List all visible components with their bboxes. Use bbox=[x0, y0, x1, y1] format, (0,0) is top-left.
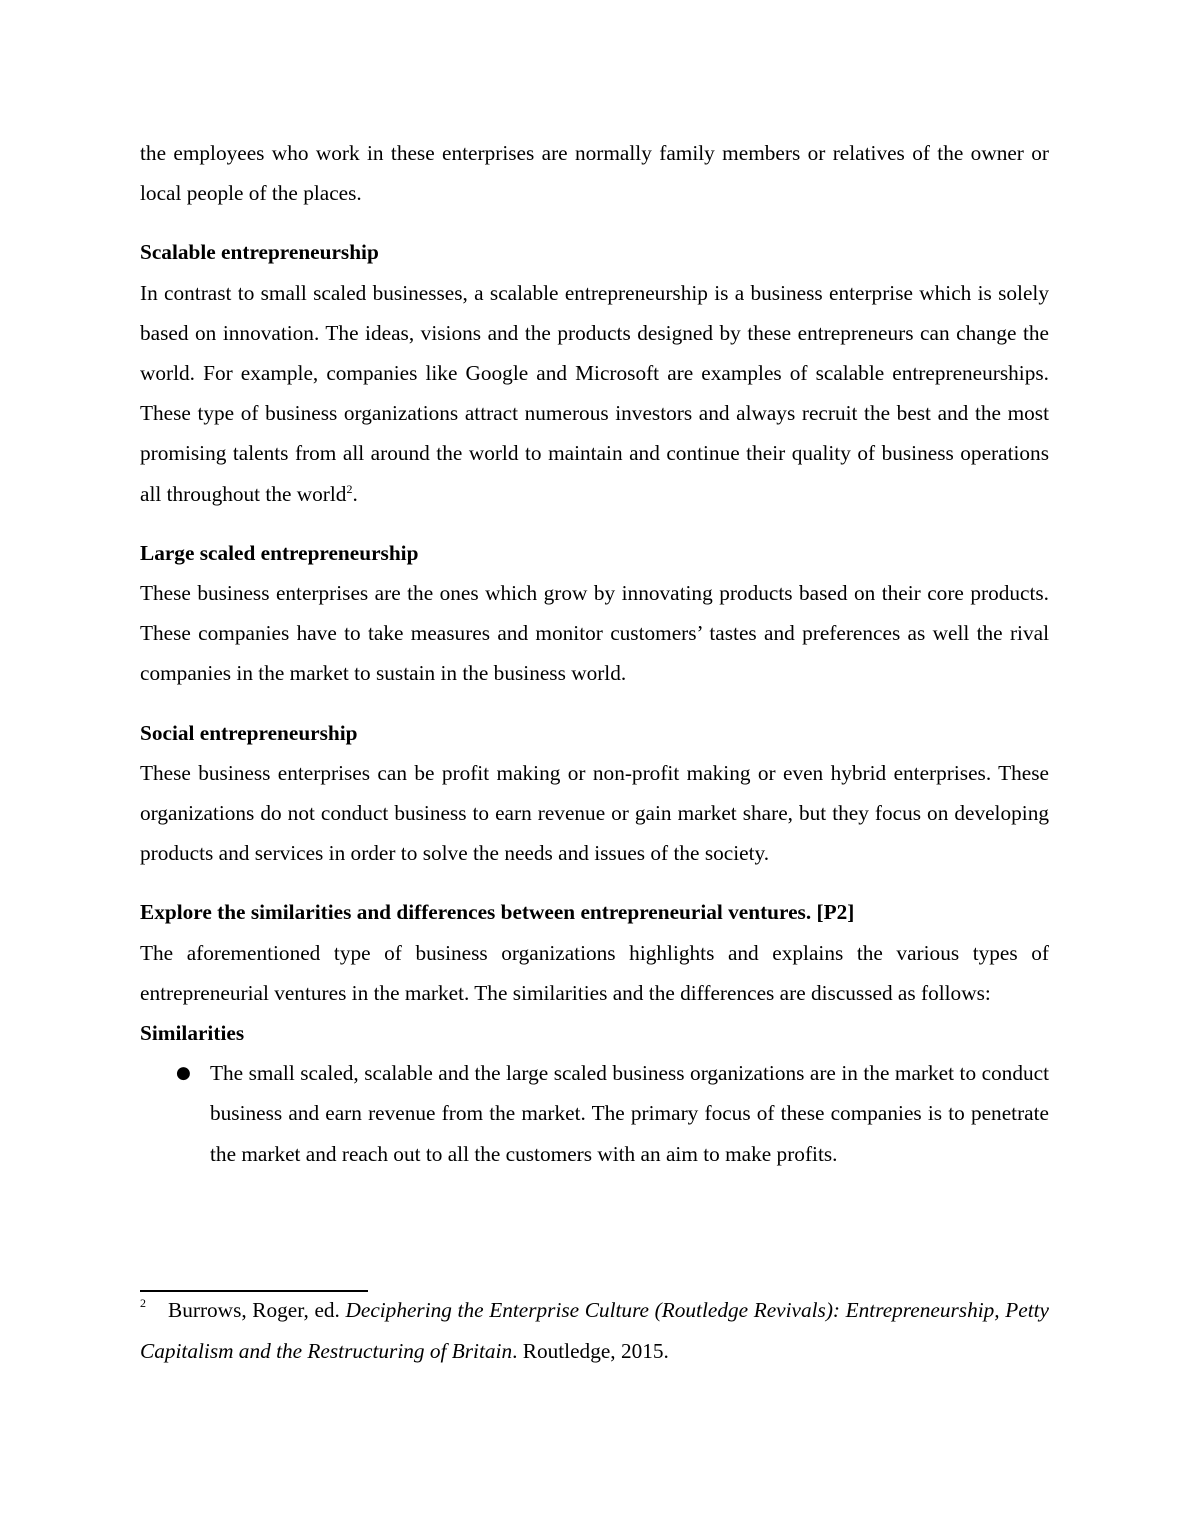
social-heading: Social entrepreneurship bbox=[140, 720, 358, 745]
large-scaled-paragraph: These business enterprises are the ones which grow by innovating products based on their core products. These companies have to take measures and monitor customers’ tastes and preferences as well the rival companies in the market to sustain in the business world. bbox=[140, 581, 1049, 686]
scalable-body-end: . bbox=[352, 481, 358, 506]
document-page bbox=[140, 133, 1049, 1174]
explore-heading: Explore the similarities and differences between entrepreneurial ventures. [P2] bbox=[140, 900, 855, 925]
bullet-icon: ● bbox=[176, 1063, 191, 1084]
scalable-body-text: In contrast to small scaled businesses, a scalable entrepreneurship is a business enterprise which is solely based on innovation. The ideas, visions and the products designed by these entrepreneurs can change the world. For example, companies like Google and Microsoft are examples of scalable entrepreneurships. These type of business organizations attract numerous investors and always recruit the best and the most promising talents from all around the world to maintain and continue their quality of business operations all throughout the world bbox=[140, 280, 1049, 506]
list-item bbox=[140, 1053, 1049, 1174]
similarities-list bbox=[140, 1053, 1049, 1174]
footnote-title: Deciphering the Enterprise Culture (Routledge Revivals): Entrepreneurship, Petty Capitalism and the Restructuring of Britain bbox=[140, 1298, 1049, 1363]
footnote-publisher: . Routledge, 2015. bbox=[512, 1338, 669, 1363]
footnote-mark: 2 bbox=[140, 1296, 146, 1310]
similarities-heading: Similarities bbox=[140, 1021, 245, 1046]
scalable-paragraph bbox=[140, 273, 1049, 514]
list-item-text: The small scaled, scalable and the large scaled business organizations are in the market to conduct business and earn revenue from the market. The primary focus of these companies is to penetrate the market and reach out to all the customers with an aim to make profits. bbox=[210, 1061, 1049, 1166]
footnote bbox=[140, 1290, 1049, 1371]
footnote-reference[interactable]: 2 bbox=[346, 481, 353, 496]
footnote-author: Burrows, Roger, ed. bbox=[168, 1298, 346, 1322]
explore-paragraph: The aforementioned type of business organizations highlights and explains the various types of entrepreneurial ventures in the market. The similarities and the differences are discussed as follows: bbox=[140, 940, 1049, 1005]
scalable-heading: Scalable entrepreneurship bbox=[140, 240, 379, 265]
large-scaled-heading: Large scaled entrepreneurship bbox=[140, 540, 419, 565]
intro-continuation-paragraph: the employees who work in these enterprises are normally family members or relatives of the owner or local people of the places. bbox=[140, 141, 1049, 206]
social-paragraph: These business enterprises can be profit making or non-profit making or even hybrid enterprises. These organizations do not conduct business to earn revenue or gain market share, but they focus on developing products and services in order to solve the needs and issues of the society. bbox=[140, 760, 1049, 866]
